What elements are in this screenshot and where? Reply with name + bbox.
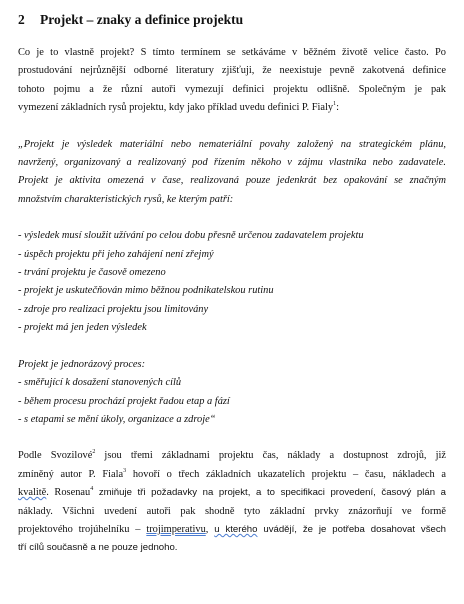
- closing-line: náklady. Všichni uvedení autoři pak shodně tyto základní prvky znázorňují ve formě: [18, 505, 446, 517]
- quote-line: množstvím charakteristických rysů, ke kterým patří:: [18, 193, 234, 205]
- feature-item: - výsledek musí sloužit užívání po celou dobu přesně určenou zadavatelem projektu: [18, 230, 364, 242]
- closing-line: [18, 484, 446, 502]
- closing-line: [18, 521, 446, 539]
- spacer: [18, 338, 446, 356]
- intro-line: Co je to vlastně projekt? S tímto termínem se setkáváme v běžném životě velice často. Po: [18, 47, 446, 58]
- spellcheck-word: kvalitě: [18, 487, 47, 499]
- intro-line: prostudování nejrůznější odborné literatury zjišťuji, že neexistuje pevně zakotvená definice: [18, 65, 446, 77]
- closing-text: projektového trojúhelníku –: [18, 523, 147, 535]
- spacer: [18, 429, 446, 447]
- feature-item: - zdroje pro realizaci projektu jsou limitovány: [18, 303, 209, 315]
- feature-item: - trvání projektu je časově omezeno: [18, 267, 166, 279]
- feature-item: - úspěch projektu při jeho zahájení není zřejmý: [18, 248, 214, 260]
- closing-text: . Rosenau: [46, 487, 91, 499]
- quote-line: navržený, organizovaný a realizovaný pod řízením někoho v zájmu vlastníka nebo zadavatele.: [18, 157, 446, 169]
- quote-line: „Projekt je výsledek materiální nebo nemateriální povahy založený na strategickém plánu,: [18, 138, 446, 150]
- closing-text: ,: [205, 523, 215, 535]
- quote-line: Projekt je aktivita omezená v čase, realizovaná pouze jedenkrát bez opakování se značným: [18, 175, 446, 187]
- closing-line: [18, 466, 446, 484]
- quote-paragraph: [18, 136, 446, 210]
- grammar-word: u kterého: [214, 523, 258, 535]
- feature-item: - projekt je uskutečňován mimo běžnou podnikatelskou rutinu: [18, 285, 274, 297]
- section-heading: [18, 12, 446, 28]
- closing-text: uvádějí, že je potřeba dosahovat všech: [257, 523, 446, 535]
- footnote-ref: 1: [333, 101, 337, 108]
- closing-paragraph: [18, 447, 446, 557]
- section-number: 2: [18, 12, 25, 27]
- closing-text: hovoří o třech základních ukazatelích projektu – času, nákladech a: [126, 468, 446, 480]
- footnote-ref: 4: [90, 486, 94, 493]
- process-title: Projekt je jednorázový proces:: [18, 358, 146, 370]
- intro-line-text: vymezení základních rysů projektu, kdy jako příklad uvedu definici P. Fialy: [18, 102, 334, 114]
- features-list: [18, 227, 446, 337]
- process-item: - s etapami se mění úkoly, organizace a zdroje“: [18, 413, 216, 425]
- intro-line-last: [18, 99, 446, 117]
- document-page: [18, 12, 446, 558]
- spacer: [18, 118, 446, 136]
- closing-text: jsou třemi základnami projektu čas, náklady a dostupnost zdrojů, již: [95, 450, 446, 462]
- intro-paragraph: [18, 44, 446, 118]
- closing-line: [18, 447, 446, 465]
- footnote-ref: 3: [123, 467, 127, 474]
- closing-text: zmiňuje tři požadavky na projekt, a to specifikaci provedení, časový plán a: [93, 487, 446, 499]
- process-item: - během procesu prochází projekt řadou etap a fází: [18, 395, 230, 407]
- closing-text: zmíněný autor P. Fiala: [18, 468, 124, 480]
- grammar-word: trojimperativu: [146, 523, 206, 535]
- intro-tail: :: [336, 102, 339, 114]
- closing-text: Podle Svozilové: [18, 450, 93, 462]
- process-item: - směřující k dosažení stanovených cílů: [18, 377, 182, 389]
- intro-line: tohoto pojmu a že různí autoři vymezují definici projektu odlišně. Společným je pak: [18, 83, 446, 95]
- section-title: Projekt – znaky a definice projektu: [40, 12, 244, 27]
- spacer: [18, 209, 446, 227]
- closing-line: tří cílů současně a ne pouze jednoho.: [18, 542, 178, 554]
- feature-item: - projekt má jen jeden výsledek: [18, 322, 147, 334]
- footnote-ref: 2: [92, 449, 96, 456]
- process-list: [18, 356, 446, 430]
